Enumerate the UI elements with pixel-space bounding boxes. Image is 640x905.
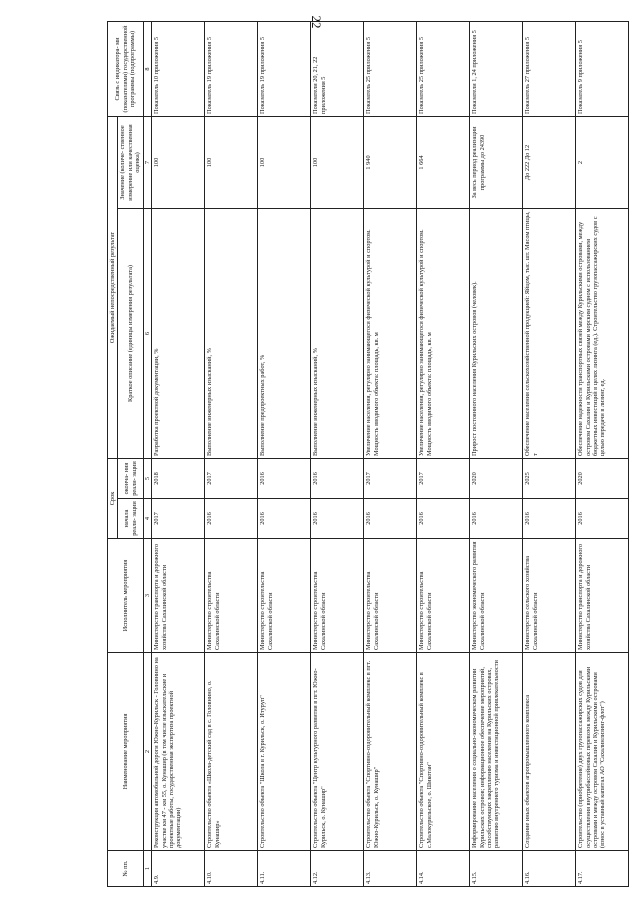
header-value: Значение (количе- ственное измерение или качественная оценка): [118, 116, 143, 208]
column-number: 2: [143, 653, 151, 851]
row-num: 4.11.: [258, 851, 311, 887]
row-desc: Увеличение населения, регулярно занимающегося физической культурой и спортом. Мощность вводимого объекта: площадь, кв. м: [364, 209, 417, 459]
row-executor: Министерство строительства Сахалинской области: [417, 539, 470, 653]
table-row: [576, 21, 629, 886]
header-start: начала реали- зации: [118, 499, 143, 539]
row-end: 2016: [258, 459, 311, 499]
row-value: 100: [258, 116, 311, 208]
column-number: 4: [143, 499, 151, 539]
row-start: 2016: [364, 499, 417, 539]
row-desc: Прирост постоянного населения Курильских островов (человек).: [470, 209, 523, 459]
column-number: 3: [143, 539, 151, 653]
row-value: 100: [152, 116, 205, 208]
row-link: Показатели 1, 24 приложения 5: [470, 21, 523, 116]
rotated-table-container: [107, 22, 632, 887]
row-num: 4.12.: [311, 851, 364, 887]
row-start: 2017: [152, 499, 205, 539]
row-executor: Министерство строительства Сахалинской области: [364, 539, 417, 653]
row-name: Информирование населения о социально-экономическом развитии Курильских островов; информационное обеспечение мероприятий, способствующих закреплению населения на Курильских островах, развитию внутреннего туризма и инвестиционной привлекательности: [470, 653, 523, 851]
row-num: 4.15.: [470, 851, 523, 887]
row-executor: Министерство строительства Сахалинской области: [205, 539, 258, 653]
column-number: 8: [143, 21, 151, 116]
row-start: 2016: [311, 499, 364, 539]
row-executor: Министерство экономического развития Сахалинской области: [470, 539, 523, 653]
header-term: Срок: [108, 459, 118, 539]
row-end: 2025: [523, 459, 576, 499]
table-row: [205, 21, 258, 886]
row-desc: Обеспечение надежности транспортных связей между Курильскими островами, между островом Сахалин и Курильскими островами морским судном с использованием бюджетных инвестиций в целях лизинга (ед.). Строительство грузопассажирских судов с целью передачи в лизинг, ед.: [576, 209, 629, 459]
row-start: 2016: [417, 499, 470, 539]
row-value: 1 940: [364, 116, 417, 208]
row-end: 2017: [205, 459, 258, 499]
row-executor: Министерство сельского хозяйства Сахалинской области: [523, 539, 576, 653]
row-link: Показатель 25 приложения 5: [364, 21, 417, 116]
row-num: 4.9.: [152, 851, 205, 887]
table-row: [364, 21, 417, 886]
table-row: [523, 21, 576, 886]
row-start: 2016: [258, 499, 311, 539]
row-name: Реконструкция автомобильной дороги Южно-Курильск - Головнино на участке км 47 - км 55, о. Кунашир (в том числе изыскательские и проектные работы, государственная экспертиза проектной документации): [152, 653, 205, 851]
measures-table: [107, 21, 629, 887]
table-row: [470, 21, 523, 886]
row-name: Строительство объекта "Спортивно-оздоровительный комплекс в с.Малокурильское, о. Шикотан": [417, 653, 470, 851]
row-name: Создание иных объектов агропромышленного комплекса: [523, 653, 576, 851]
row-desc: Разработка проектной документации, %: [152, 209, 205, 459]
row-desc: Увеличение населения, регулярно занимающегося физической культурой и спортом. Мощность вводимого объекта: площадь, кв. м: [417, 209, 470, 459]
header-end: оконча- ния реали- зации: [118, 459, 143, 499]
row-num: 4.13.: [364, 851, 417, 887]
row-value: 1 664: [417, 116, 470, 208]
table-row: [152, 21, 205, 886]
header-result: Ожидаемый непосредственный результат: [108, 116, 118, 458]
row-link: Показатель 9 приложения 5: [576, 21, 629, 116]
row-end: 2017: [364, 459, 417, 499]
header-name: Наименование мероприятия: [108, 653, 144, 851]
table-row: [417, 21, 470, 886]
row-link: Показатель 10 приложения 5: [152, 21, 205, 116]
header-link: Связь с индикатора- ми (показателями) государственной программы (подпрограммы): [108, 21, 144, 116]
row-value: 2: [576, 116, 629, 208]
row-executor: Министерство транспорта и дорожного хозяйства Сахалинской области: [576, 539, 629, 653]
row-link: Показатели 20, 21, 22 приложения 5: [311, 21, 364, 116]
row-executor: Министерство строительства Сахалинской области: [258, 539, 311, 653]
row-end: 2016: [311, 459, 364, 499]
row-value: 100: [311, 116, 364, 208]
row-num: 4.17.: [576, 851, 629, 887]
row-end: 2017: [417, 459, 470, 499]
row-name: Строительство объекта "Спортивно-оздоровительный комплекс в пгт. Южно-Курильск, о. Кунашир": [364, 653, 417, 851]
row-desc: Выполнение инженерных изысканий, %: [205, 209, 258, 459]
column-number: 5: [143, 459, 151, 499]
row-num: 4.10.: [205, 851, 258, 887]
row-value: 100: [205, 116, 258, 208]
row-end: 2020: [470, 459, 523, 499]
row-name: Строительство объекта "Центр культурного развития в пгт. Южно-Курильск, о. Кунашир": [311, 653, 364, 851]
column-number: 1: [143, 851, 151, 887]
table-row: [258, 21, 311, 886]
column-number: 7: [143, 116, 151, 208]
row-value: До 222 До 12: [523, 116, 576, 208]
table-row: [311, 21, 364, 886]
row-start: 2016: [523, 499, 576, 539]
header-executor: Исполнитель мероприятия: [108, 539, 144, 653]
row-start: 2016: [470, 499, 523, 539]
row-end: 2020: [576, 459, 629, 499]
row-num: 4.16.: [523, 851, 576, 887]
row-start: 2016: [576, 499, 629, 539]
row-start: 2016: [205, 499, 258, 539]
row-num: 4.14.: [417, 851, 470, 887]
header-desc: Краткое описание (единицы измерения результата): [118, 209, 143, 459]
row-executor: Министерство строительства Сахалинской области: [311, 539, 364, 653]
row-value: За весь период реализации программы до 24390: [470, 116, 523, 208]
row-desc: Обеспечение населения сельскохозяйственной продукцией: Яйцом, тыс. шт. Мясом птицы, т: [523, 209, 576, 459]
row-link: Показатель 19 приложения 5: [258, 21, 311, 116]
row-name: Строительство (приобретение) двух грузопассажирских судов для осуществления внутрибассейновых перевозок между Курильскими островами и между островом Сахалин и Курильскими островами (взнос в уставный капитал АО "Сахалинлизинг-флот"): [576, 653, 629, 851]
row-executor: Министерство транспорта и дорожного хозяйства Сахалинской области: [152, 539, 205, 653]
row-name: Строительство объекта "Школа в г. Курильск, о. Итуруп": [258, 653, 311, 851]
row-link: Показатель 27 приложения 5: [523, 21, 576, 116]
column-numbers-row: [143, 21, 151, 886]
row-desc: Выполнение предпроектных работ, %: [258, 209, 311, 459]
row-link: Показатель 19 приложения 5: [205, 21, 258, 116]
column-number: 6: [143, 209, 151, 459]
row-desc: Выполнение инженерных изысканий, %: [311, 209, 364, 459]
page-number: 22: [309, 15, 324, 29]
row-end: 2018: [152, 459, 205, 499]
header-num: № пп.: [108, 851, 144, 887]
row-name: Строительство объекта «Школа-детский сад в с. Головнино, о. Кунашир»: [205, 653, 258, 851]
row-link: Показатель 25 приложения 5: [417, 21, 470, 116]
